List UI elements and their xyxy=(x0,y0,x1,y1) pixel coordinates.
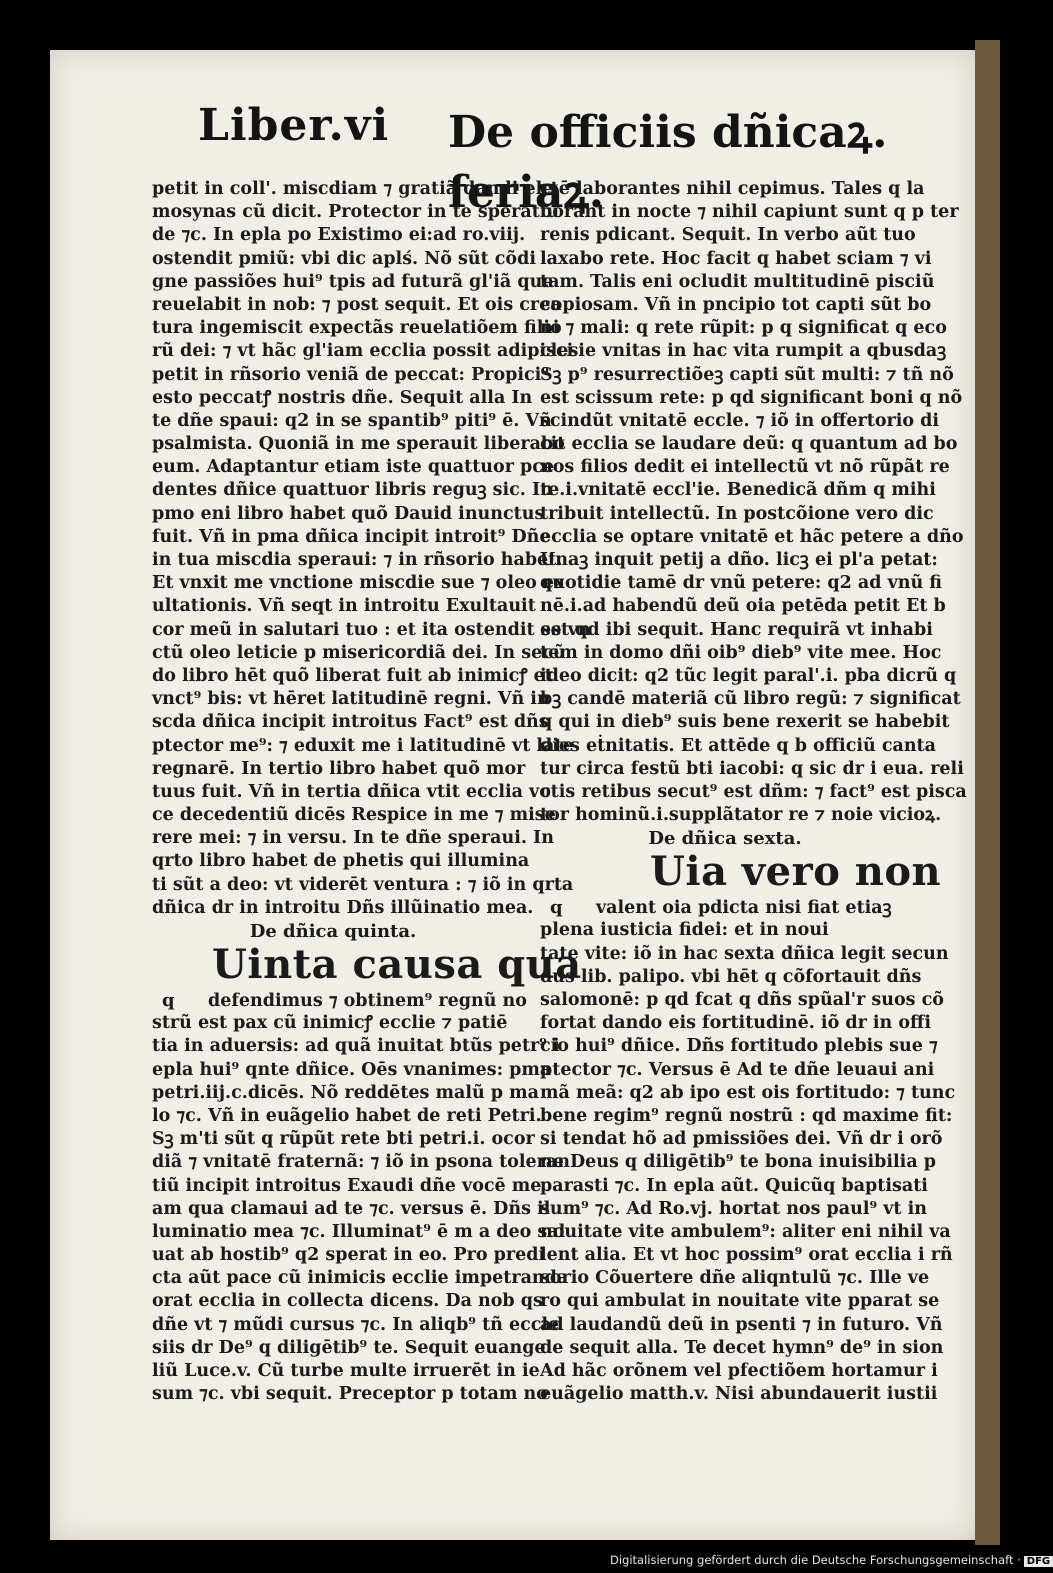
text-line: liũ Luce.v. Cũ turbe multe irruerēt in ie xyxy=(152,1361,540,1381)
text-line: lent alia. Et vt hoc possim⁹ orat ecclia i rñ xyxy=(540,1245,953,1266)
text-line: dentes dñice quattuor libris reguꝫ sic. In xyxy=(152,480,553,501)
text-line: ecclia se optare vnitatē et hãc petere a dño xyxy=(540,526,964,547)
text-line: epla hui⁹ qnte dñice. Oēs vnanimes: pma xyxy=(152,1059,552,1080)
text-line: esto peccatꝭ nostris dñe. Sequit alla In xyxy=(152,387,533,408)
text-line: plena iusticia fidei: et in noui xyxy=(540,920,829,941)
text-line: quotidie tamē dr vnũ petere: q2 ad vnũ fi xyxy=(540,573,942,594)
text-line: nouitate vite ambulem⁹: aliter eni nihil va xyxy=(540,1221,951,1242)
text-line: orat ecclia in collecta dicens. Da nob qs xyxy=(152,1291,543,1312)
text-line: tura ingemiscit expectãs reuelatiõem filio xyxy=(152,318,562,339)
text-line: am qua clamaui ad te ⁊c. versus ē. Dñs il xyxy=(152,1198,551,1219)
text-line: nē.i.ad habendũ deũ oia petēda petit Et b xyxy=(540,596,946,617)
dfg-logo: DFG xyxy=(1024,1556,1053,1567)
text-line: uat ab hostib⁹ q2 sperat in eo. Pro predi xyxy=(152,1245,546,1266)
text-line: dies eṫnitatis. Et attēde q b officiũ canta xyxy=(540,735,936,756)
left-guide-letter: q xyxy=(162,990,175,1011)
text-line: est scissum rete: p qd significant boni q nõ xyxy=(540,387,963,408)
text-line: tate vite: iõ in hac sexta dñica legit secun xyxy=(540,943,949,964)
text-line: euãgelio matth.v. Nisi abundauerit iustii xyxy=(540,1384,938,1405)
text-line: reuelabit in nob: ⁊ post sequit. Et ois crea xyxy=(152,294,562,315)
right-rubric: De dñica sexta. xyxy=(648,828,802,850)
text-line: tor hominũ.i.supplãtator re ⁊ noie vicioꝝ. xyxy=(540,805,942,826)
text-line: te.i.vnitatē eccl'ie. Benedicã dñm q mihi xyxy=(540,480,936,501)
text-line: bene regim⁹ regnũ nostrũ : qd maxime fit: xyxy=(540,1105,953,1126)
text-line: parasti ⁊c. In epla aũt. Quicũq baptisati xyxy=(540,1175,928,1196)
text-line: in tua miscdia speraui: ⁊ in rñsorio habet. xyxy=(152,550,563,570)
text-line: dñe vt ⁊ mũdi cursus ⁊c. In aliqb⁹ tñ eccle xyxy=(152,1314,560,1335)
text-line: Et vnxit me vnctione miscdie sue ⁊ oleo ex xyxy=(152,573,565,594)
text-line: ctũ oleo leticie p misericordiã dei. In secũ xyxy=(152,642,566,663)
text-line: lo ⁊c. Vñ in euãgelio habet de reti Petri. xyxy=(152,1105,542,1126)
book-page-edge xyxy=(975,40,1000,1545)
text-line: ctē laborantes nihil cepimus. Tales q la xyxy=(540,179,925,199)
text-line: ni ⁊ mali: q rete rũpit: p q significat q eco xyxy=(540,318,947,339)
text-line: sorio Cõuertere dñe aliqntulũ ⁊c. Ille ve xyxy=(540,1268,930,1289)
text-line: si tendat hõ ad pmissiões dei. Vñ dr i orõ xyxy=(540,1129,943,1150)
text-line: fortat dando eis fortitudinē. iõ dr in offi xyxy=(540,1013,932,1034)
text-line: cta aũt pace cũ inimicis ecclie impetranda xyxy=(152,1268,569,1289)
text-line: strũ est pax cũ inimicꝭ ecclie ⁊ patiē xyxy=(152,1013,508,1034)
text-line: rere mei: ⁊ in versu. In te dñe speraui. In xyxy=(152,828,554,849)
text-line: fuit. Vñ in pma dñica incipit introit⁹ Dñe xyxy=(152,526,551,547)
text-line: ultationis. Vñ seqt in introitu Exultauit xyxy=(152,596,536,617)
left-column xyxy=(152,178,591,1406)
text-line: petit in coll'. miscdiam ⁊ gratiã dandi ele xyxy=(152,179,554,199)
text-line: salomonē: p qd fcat q dñs spũal'r suos cõ xyxy=(540,990,944,1010)
right-first-line xyxy=(540,896,910,919)
text-line: renis pdicant. Sequit. In verbo aũt tuo xyxy=(540,225,916,246)
text-line: tribuit intellectũ. In postcõione vero dic xyxy=(540,503,934,524)
text-line: psalmista. Quoniã in me sperauit liberabo xyxy=(152,434,565,455)
text-line: mosynas cũ dicit. Protector in te sperãtiũ xyxy=(152,202,560,223)
text-line: tia in aduersis: ad quã inuitat btũs petr⁹ i xyxy=(152,1036,560,1057)
right-section-heading: Uia vero non xyxy=(650,848,942,896)
text-line: Unaꝫ inquit petij a dño. licꝫ ei pl'a petat: xyxy=(540,550,938,570)
text-line: scda dñica incipit introitus Fact⁹ est dñs xyxy=(152,712,549,733)
text-line: dñica dr in introitu Dñs illũinatio mea. xyxy=(152,897,534,918)
text-line: cor meũ in salutari tuo : et ita ostendit se vn xyxy=(152,619,591,640)
text-line: copiosam. Vñ in pncipio tot capti sũt bo xyxy=(540,294,932,315)
text-line: petit in rñsorio veniã de peccat: Propici⁹ xyxy=(152,364,549,385)
text-line: cio hui⁹ dñice. Dñs fortitudo plebis sue ⁊ xyxy=(540,1036,938,1057)
text-line: petri.iij.c.dicēs. Nõ reddētes malũ p ma xyxy=(152,1082,539,1103)
text-line: est qd ibi sequit. Hanc requirã vt inhabi xyxy=(540,619,933,640)
text-line: de sequit alla. Te decet hymn⁹ de⁹ in sion xyxy=(540,1337,944,1358)
text-line: qrto libro habet de phetis qui illumina xyxy=(152,851,530,872)
text-line: ce decedentiũ dicēs Respice in me ⁊ mise xyxy=(152,805,556,826)
text-line: pmo eni libro habet quõ Dauid inunctus xyxy=(152,503,545,524)
text-line: siis dr De⁹ q diligētib⁹ te. Sequit euange xyxy=(152,1337,546,1358)
text-line: laxabo rete. Hoc facit q habet sciam ⁊ vi xyxy=(540,248,932,269)
text-line: tuus fuit. Vñ in tertia dñica vtit ecclia vo xyxy=(152,781,551,802)
running-head-left: Liber.vi xyxy=(198,100,390,151)
footer-credit-text: Digitalisierung gefördert durch die Deutsche Forschungsgemeinschaft · xyxy=(610,1553,1021,1567)
text-line: te dñe spaui: q2 in se spantib⁹ piti⁹ ē. Vñ xyxy=(152,410,552,431)
book-page xyxy=(50,50,975,1540)
text-line: dus lib. palipo. vbi hēt q cõfortauit dñs xyxy=(540,966,922,987)
text-line: scindũt vnitatē eccle. ⁊ iõ in offertorio di xyxy=(540,410,940,431)
text-line: bꝫ candē materiã cũ libro regũ: ⁊ significat xyxy=(540,689,961,710)
text-line: ptector me⁹: ⁊ eduxit me i latitudinē vt late xyxy=(152,735,574,756)
text-line: tiũ incipit introitus Exaudi dñe vocē me xyxy=(152,1175,542,1196)
left-rubric: De dñica quinta. xyxy=(249,921,417,942)
text-line: luminatio mea ⁊c. Illuminat⁹ ē m a deo sal xyxy=(152,1221,566,1242)
text-line: nos filios dedit ei intellectũ vt nõ rũpãt re xyxy=(540,457,950,478)
text-line: clesie vnitas in hac vita rumpit a qbusdaꝫ xyxy=(540,341,947,362)
right-column-text-a xyxy=(540,178,967,827)
text-line: vnct⁹ bis: vt hēret latitudinē regni. Vñ in xyxy=(152,689,550,710)
text-line: ideo dicit: q2 tũc legit paral'.i. pba dicrũ q xyxy=(540,665,957,686)
right-guide-letter: q xyxy=(550,897,563,919)
text-line: ptector ⁊c. Versus ē Ad te dñe leuaui ani xyxy=(540,1059,935,1080)
text-line: regnarē. In tertio libro habet quõ mor xyxy=(152,758,526,779)
text-line: de ⁊c. In epla po Existimo ei:ad ro.viij. xyxy=(152,225,526,246)
left-section-heading: Uinta causa qua xyxy=(212,941,582,988)
left-first-line-text: defendimus ⁊ obtinem⁹ regnũ no xyxy=(208,991,527,1011)
text-line: borant in nocte ⁊ nihil capiunt sunt q p ter xyxy=(540,202,959,223)
text-line: sum⁹ ⁊c. Ad Ro.vj. hortat nos paul⁹ vt in xyxy=(540,1198,927,1219)
text-line: diã ⁊ vnitatē fraternã: ⁊ iõ in psona toleran xyxy=(152,1152,570,1173)
text-line: ctis retibus secut⁹ est dñm: ⁊ fact⁹ est pisca xyxy=(540,781,967,802)
text-line: tem in domo dñi oib⁹ dieb⁹ vite mee. Hoc xyxy=(540,642,942,663)
text-line: rũ dei: ⁊ vt hãc gl'iam ecclia possit adipisci xyxy=(152,341,574,362)
text-line: eum. Adaptantur etiam iste quattuor pce xyxy=(152,457,555,478)
text-line: ad laudandũ deũ in psenti ⁊ in futuro. Vñ xyxy=(540,1314,943,1335)
text-line: mã meã: q2 ab ipo est ois fortitudo: ⁊ tunc xyxy=(540,1082,956,1103)
right-first-line-text: valent oia pdicta nisi fiat etiaꝫ xyxy=(596,898,892,919)
text-line: Sꝫ p⁹ resurrectiõeꝫ capti sũt multi: ⁊ tñ nõ xyxy=(540,364,954,385)
left-first-line xyxy=(152,989,527,1012)
text-line: ti sũt a deo: vt viderēt ventura : ⁊ iõ in qrta xyxy=(152,874,574,895)
running-head-right: De officiis dñicaꝝ. feriaꝝ. xyxy=(448,107,888,218)
text-line: ro qui ambulat in nouitate vite pparat se xyxy=(540,1291,940,1312)
text-line: gne passiões hui⁹ tpis ad futurã gl'iã que xyxy=(152,271,554,292)
right-column-text-b xyxy=(540,919,956,1406)
text-line: do libro hēt quõ liberat fuit ab inimicꝭ et xyxy=(152,665,553,686)
left-column-text-b xyxy=(152,1012,570,1406)
right-column xyxy=(540,178,967,1406)
text-line: ne Deus q diligētib⁹ te bona inuisibilia p xyxy=(540,1152,936,1173)
left-column-text-a xyxy=(152,178,591,920)
text-line: sum ⁊c. vbi sequit. Preceptor p totam no xyxy=(152,1384,548,1405)
footer-credit xyxy=(610,1553,1051,1573)
text-line: Sꝫ m'ti sũt q rũpũt rete bti petri.i. ocor xyxy=(152,1129,535,1150)
text-line: Ad hãc orõnem vel pfectiõem hortamur i xyxy=(540,1361,938,1381)
text-line: q qui in dieb⁹ suis bene rexerit se habebit xyxy=(540,712,950,733)
text-line: ostendit pmiũ: vbi dic aplś. Nõ sũt cõdi xyxy=(152,248,536,269)
text-line: tur circa festũ bti iacobi: q sic dr i eua. reli xyxy=(540,758,964,779)
text-line: cit ecclia se laudare deũ: q quantum ad bo xyxy=(540,434,958,455)
text-line: tam. Talis eni ocludit multitudinē pisciũ xyxy=(540,271,935,292)
